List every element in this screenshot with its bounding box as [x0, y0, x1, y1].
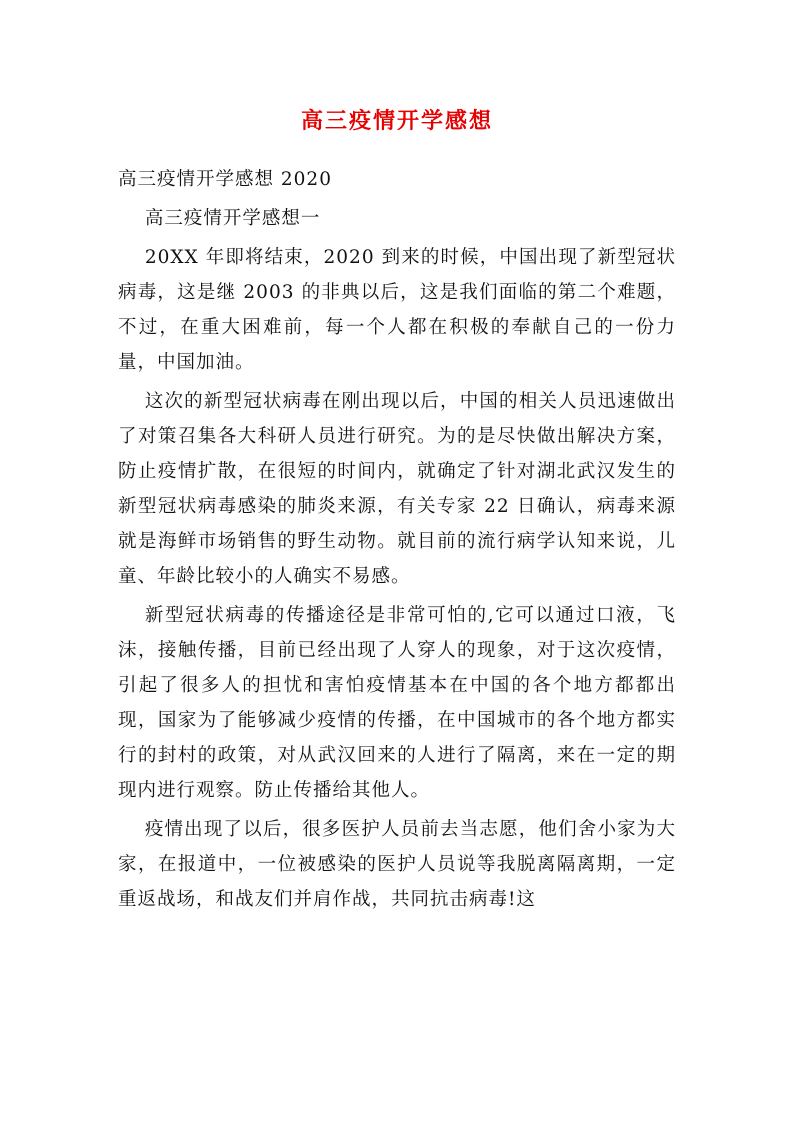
paragraph-3: 新型冠状病毒的传播途径是非常可怕的,它可以通过口液，飞沫，接触传播，目前已经出现了人穿人的现象，对于这次疫情，引起了很多人的担忧和害怕疫情基本在中国的各个地方都都出现，国家为了能够减少疫情的传播，在中国城市的各个地方都实行的封村的政策，对从武汉回来的人进行了隔离，来在一定的期现内进行观察。防止传播给其他人。 — [118, 605, 676, 801]
section-heading: 高三疫情开学感想一 — [144, 208, 321, 229]
paragraph-1: 20XX 年即将结束，2020 到来的时候，中国出现了新型冠状病毒，这是继 2003 的非典以后，这是我们面临的第二个难题，不过，在重大困难前，每一个人都在积极的奉献自己的一份力量，中国加油。 — [118, 247, 676, 373]
document-title: 高三疫情开学感想 — [300, 108, 493, 134]
document-subtitle: 高三疫情开学感想 2020 — [118, 169, 332, 190]
paragraph-4: 疫情出现了以后，很多医护人员前去当志愿，他们舍小家为大家，在报道中，一位被感染的医护人员说等我脱离隔离期，一定重返战场，和战友们并肩作战，共同抗击病毒!这 — [118, 819, 676, 910]
document-body — [118, 162, 676, 921]
paragraph-2: 这次的新型冠状病毒在刚出现以后，中国的相关人员迅速做出了对策召集各大科研人员进行研究。为的是尽快做出解决方案，防止疫情扩散，在很短的时间内，就确定了针对湖北武汉发生的新型冠状病毒感染的肺炎来源，有关专家 22 日确认，病毒来源就是海鲜市场销售的野生动物。就目前的流行病学认知来说，儿童、年龄比较小的人确实不易感。 — [118, 391, 676, 587]
